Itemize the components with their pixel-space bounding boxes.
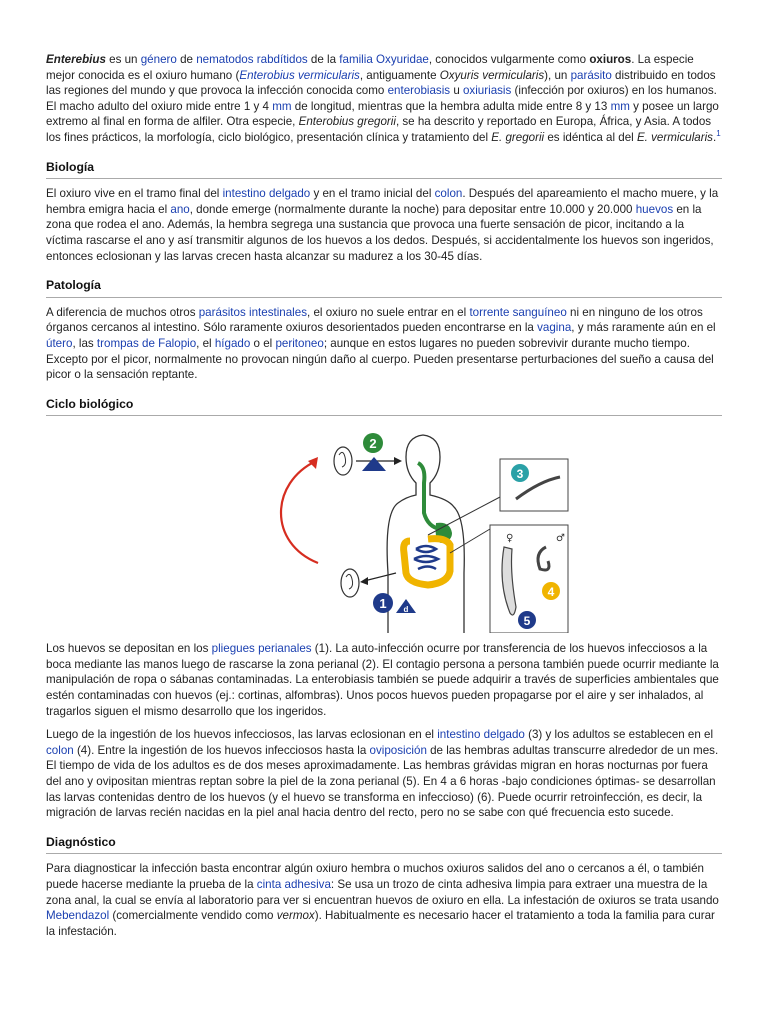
- pointer-line-4: [450, 529, 490, 553]
- step-2-label: 2: [369, 436, 377, 452]
- section-heading-ciclo: Ciclo biológico: [46, 397, 722, 417]
- egg-icon-bottom: [341, 569, 359, 597]
- link-vermicularis[interactable]: Enterobius vermicularis: [239, 68, 360, 82]
- link-colon[interactable]: colon: [46, 743, 74, 757]
- link-mm[interactable]: mm: [272, 99, 292, 113]
- infective-stage-icon: [362, 457, 386, 471]
- stage-3-box: [500, 459, 568, 511]
- link-mm[interactable]: mm: [610, 99, 630, 113]
- arrowhead-black: [394, 457, 402, 465]
- step-5-label: 5: [523, 614, 531, 629]
- ciclo-paragraph-1: Los huevos se depositan en los pliegues perianales (1). La auto-infección ocurre por transferencia de los huevos infecciosos a la boca mediante las manos luego de rascarse la zona perianal (2). El contagio persona a persona también puede ocurrir mediante la manipulación de ropa o sábanas contaminadas. La enterobiasis también se puede adquirir a través de superficies ambientales que estén contaminadas con huevos (ej.: cortinas, alfombras). Unos pocos huevos pueden propagarse por el aire y ser inhalados, al tragarlos siguen el mismo desarrollo que los ingeridos.: [46, 642, 719, 718]
- reference-link[interactable]: 1: [716, 129, 721, 139]
- link-colon[interactable]: colon: [434, 187, 463, 201]
- link-enterobiasis[interactable]: enterobiasis: [387, 84, 451, 98]
- link-familia[interactable]: familia Oxyuridae: [339, 53, 429, 66]
- egg-icon-top: [334, 447, 352, 475]
- link-parasito[interactable]: parásito: [570, 68, 612, 82]
- step-4-label: 4: [547, 585, 555, 600]
- red-cycle-arrow: [281, 461, 318, 563]
- section-heading-patologia: Patología: [46, 278, 722, 298]
- small-intestine-shape: [414, 546, 438, 569]
- female-symbol: ♀: [506, 533, 514, 545]
- link-genero[interactable]: género: [140, 53, 177, 66]
- link-trompas[interactable]: trompas de Falopio: [96, 336, 197, 350]
- ciclo-paragraph-2: Luego de la ingestión de los huevos infecciosos, las larvas eclosionan en el intestino delgado (3) y los adultos se establecen en el colon (4). Entre la ingestión de los huevos infecciosos hasta la oviposición de las hembras adultas transcurre alrededor de un mes. El tiempo de vida de los adultos es de dos meses aproximadamente. Las hembras grávidas migran en horas nocturnas por fuera del ano y ovipositan mientras reptan sobre la piel de la zona perianal (5). En 4 a 6 horas -bajo condiciones óptimas- se desarrollan las larvas contenidas dentro de los huevos (y el huevo se transforma en infeccioso) (6). Puede ocurrir retroinfección, es decir, la migración de larvas recién nacidas en la piel anal hacia dentro del recto, pero no se sabe con qué frecuencia esto sucede.: [46, 728, 719, 820]
- link-parasitos-intestinales[interactable]: parásitos intestinales: [198, 305, 308, 319]
- patologia-paragraph: A diferencia de muchos otros parásitos intestinales, el oxiuro no suele entrar en el torrente sanguíneo ni en ninguno de los otros órganos cercanos al intestino. Sólo raramente oxiuros desorientados pueden encontrarse en la vagina, y más raramente aún en el útero, las trompas de Falopio, el hígado o el peritoneo; aunque en estos lugares no pueden sobrevivir durante mucho tiempo. Excepto por el picor, normalmente no provocan ningún daño al cuerpo. Pueden presentarse perturbaciones del sueño a causa del picor o la sensación reptante.: [46, 305, 716, 382]
- link-intestino-delgado[interactable]: intestino delgado: [437, 728, 525, 742]
- link-higado[interactable]: hígado: [214, 336, 251, 350]
- intro-paragraph: Enterebius es un género de nematodos rabdítidos de la familia Oxyuridae, conocidos vulgarmente como oxiuros. La especie mejor conocida es el oxiuro humano (Enterobius vermicularis, antiguamente Oxyuris vermicularis), un parásito distribuido en todos las regiones del mundo y que provoca la infección conocida como enterobiasis u oxiuriasis (infección por oxiuros) en los humanos. El macho adulto del oxiuro mide entre 1 y 4 mm de longitud, mientras que la hembra adulta mide entre 8 y 13 mm y posee un largo extremo al final en forma de alfiler. Otra especie, Enterobius gregorii, se ha descrito y reportado en Europa, África, y Asia. A todos los fines prácticos, la morfología, ciclo biológico, presentación clínica y tratamiento del E. gregorii es idéntica al del E. vermicularis.$^1$: [46, 53, 721, 144]
- diagnostico-paragraph: Para diagnosticar la infección basta encontrar algún oxiuro hembra o muchos oxiuros salidos del ano o cercanos a él, o también puede hacerse mediante la prueba de la cinta adhesiva: Se usa un trozo de cinta adhesiva limpia para extraer una muestra de la zona anal, la cual se envía al laboratorio para ver si encuentran huevos de oxiuro en ella. La infestación de oxiuros se trata usando Mebendazol (comercialmente vendido como vermox). Habitualmente es necesario hacer el tratamiento a toda la familia para curar la infestación.: [46, 862, 719, 938]
- biologia-paragraph: El oxiuro vive en el tramo final del intestino delgado y en el tramo inicial del colon. Después del apareamiento el macho muere, y la hembra emigra hacia el ano, donde emerge (normalmente durante la noche) para depositar entre 10.000 y 20.000 huevos en la zona que rodea el ano. Además, la hembra segrega una sustancia que provoca una fuerte sensación de picor, incitando a la víctima rascarse el ano y así transmitir algunos de los huevos a los dedos. Después, si accidentalmente los huevos son ingeridos, entonces eclosionan y las larvas crecen hasta alcanzar su madurez a los 30-45 días.: [46, 187, 719, 263]
- diagnostic-stage-label: d: [403, 605, 409, 615]
- link-nematodos[interactable]: nematodos rabdítidos: [196, 53, 308, 66]
- link-utero[interactable]: útero: [46, 336, 73, 350]
- arrowhead-black: [360, 577, 368, 585]
- link-peritoneo[interactable]: peritoneo: [275, 336, 324, 350]
- link-torrente-sanguineo[interactable]: torrente sanguíneo: [469, 305, 567, 319]
- link-oxiuriasis[interactable]: oxiuriasis: [462, 84, 512, 98]
- human-body-outline: [387, 435, 464, 633]
- link-intestino-delgado[interactable]: intestino delgado: [222, 187, 311, 201]
- section-heading-biologia: Biología: [46, 160, 722, 180]
- red-arrowhead: [308, 457, 318, 469]
- step-3-label: 3: [516, 467, 524, 482]
- male-symbol: ♂: [556, 533, 565, 545]
- link-ano[interactable]: ano: [170, 202, 190, 216]
- link-cinta-adhesiva[interactable]: cinta adhesiva: [256, 878, 331, 891]
- link-mebendazol[interactable]: Mebendazol: [46, 909, 110, 923]
- article-body: [46, 52, 722, 947]
- genus-name: Enterebius: [46, 53, 106, 66]
- life-cycle-diagram: [278, 423, 578, 633]
- step-1-label: 1: [379, 596, 387, 612]
- life-cycle-figure: [46, 423, 722, 633]
- arrow-to-egg: [364, 573, 396, 581]
- link-oviposicion[interactable]: oviposición: [369, 743, 427, 757]
- link-pliegues-perianales[interactable]: pliegues perianales: [211, 642, 312, 656]
- section-heading-diagnostico: Diagnóstico: [46, 835, 722, 855]
- link-vagina[interactable]: vagina: [537, 321, 572, 335]
- link-huevos[interactable]: huevos: [635, 202, 674, 216]
